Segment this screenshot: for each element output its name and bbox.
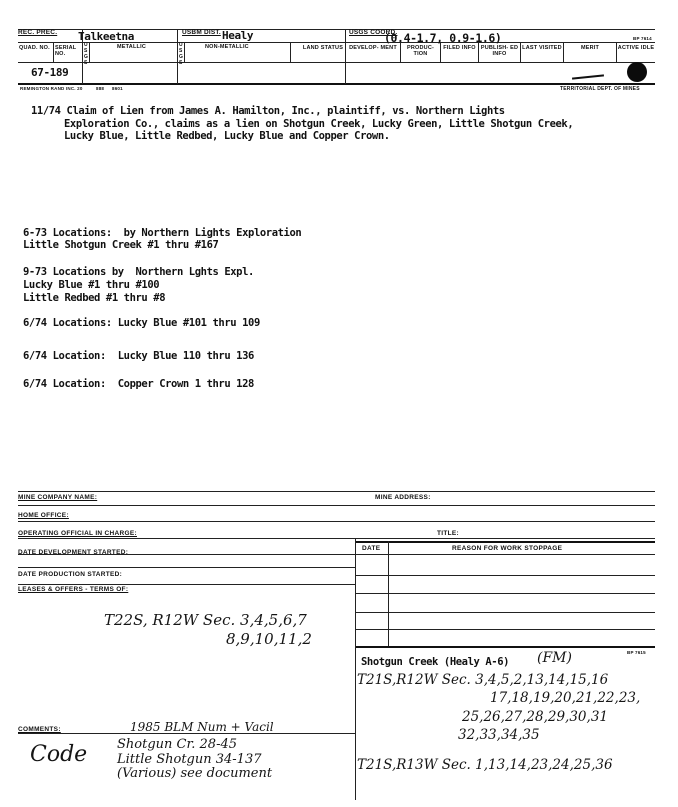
usbm-dist-value: Healy [222, 29, 254, 42]
shotgun-sections-2: 17,18,19,20,21,22,23, [490, 690, 641, 706]
usgs-coord-label: USGS COORD. [349, 29, 398, 36]
locations-6-73-line-1: 6-73 Locations: by Northern Lights Exploration [23, 227, 302, 239]
col-production: PRODUC- TION [406, 45, 435, 57]
rec-prec-label: REC. PREC. [18, 29, 58, 36]
comments-handwritten-4: (Various) see document [117, 766, 273, 781]
col-quad-no: QUAD. NO. [19, 45, 50, 51]
locations-9-73-line-2: Lucky Blue #1 thru #100 [23, 279, 160, 291]
stoppage-reason-label: REASON FOR WORK STOPPAGE [452, 545, 563, 552]
leases-handwritten-2: 8,9,10,11,2 [226, 630, 312, 648]
col-usgs-letters-2: U S G S [179, 42, 184, 66]
shotgun-sections-3: 25,26,27,28,29,30,31 [462, 709, 608, 725]
shotgun-sections-1: T21S,R12W Sec. 3,4,5,2,13,14,15,16 [357, 672, 609, 688]
col-published-info: PUBLISH- ED INFO [480, 45, 519, 57]
record-number: 67-189 [31, 66, 69, 79]
active-status-dot [627, 62, 647, 82]
shotgun-creek-typed: Shotgun Creek (Healy A-6) [361, 656, 510, 668]
shotgun-creek-tag: (FM) [537, 650, 572, 666]
mine-company-name-label: MINE COMPANY NAME: [18, 494, 98, 501]
col-metallic: METALLIC [117, 44, 146, 50]
operating-official-label: OPERATING OFFICIAL IN CHARGE: [18, 530, 137, 537]
col-land-status: LAND STATUS [302, 45, 344, 51]
locations-6-73-line-2: Little Shotgun Creek #1 thru #167 [23, 239, 219, 251]
form-number: BP 7614 [633, 36, 652, 41]
date-development-label: DATE DEVELOPMENT STARTED: [18, 549, 129, 556]
leases-offers-label: LEASES & OFFERS - TERMS OF: [18, 586, 129, 593]
printer-code-1: 888 [96, 86, 105, 91]
lien-line-1: 11/74 Claim of Lien from James A. Hamilton, Inc., plaintiff, vs. Northern Lights [31, 105, 505, 117]
comments-handwritten-3: Little Shotgun 34-137 [117, 752, 262, 767]
col-filed-info: FILED INFO [443, 45, 476, 51]
printer-line: REMINGTON RAND INC. 20 [20, 86, 83, 91]
comments-handwritten-2: Shotgun Cr. 28-45 [117, 737, 238, 752]
merit-mark [572, 74, 604, 79]
col-active-idle: ACTIVE IDLE [617, 45, 655, 51]
leases-handwritten-1: T22S, R12W Sec. 3,4,5,6,7 [104, 611, 307, 629]
locations-6-74-b: 6/74 Location: Lucky Blue 110 thru 136 [23, 350, 254, 362]
dept-line: TERRITORIAL DEPT. OF MINES [560, 86, 640, 92]
col-non-metallic: NON-METALLIC [205, 44, 249, 50]
col-last-visited: LAST VISITED [522, 45, 562, 51]
form-number-2: BP 7615 [627, 650, 646, 655]
rec-prec-value: Talkeetna [78, 30, 135, 43]
date-production-label: DATE PRODUCTION STARTED: [18, 571, 123, 578]
printer-code-2: 8601 [112, 86, 123, 91]
lien-line-3: Lucky Blue, Little Redbed, Lucky Blue and Copper Crown. [64, 130, 390, 142]
col-usgs-letters: U S G S [84, 42, 89, 66]
usgs-coord-value: (0.4-1.7, 0.9-1.6) [384, 31, 502, 45]
col-development: DEVELOP- MENT [349, 45, 397, 51]
locations-9-73-line-1: 9-73 Locations by Northern Lghts Expl. [23, 266, 254, 278]
lien-line-2: Exploration Co., claims as a lien on Shotgun Creek, Lucky Green, Little Shotgun Creek, [64, 118, 574, 130]
locations-6-74-a: 6/74 Locations: Lucky Blue #101 thru 109 [23, 317, 260, 329]
date-col-label: DATE [362, 545, 381, 552]
home-office-label: HOME OFFICE: [18, 512, 69, 519]
shotgun-sections-4: 32,33,34,35 [458, 727, 540, 743]
col-serial-no: SERIAL NO. [55, 45, 77, 57]
col-merit: MERIT [580, 45, 600, 51]
comments-handwritten-1: 1985 BLM Num + Vacil [130, 720, 274, 734]
mine-address-label: MINE ADDRESS: [375, 494, 431, 501]
shotgun-sections-5: T21S,R13W Sec. 1,13,14,23,24,25,36 [357, 757, 613, 773]
usbm-dist-label: USBM DIST. [182, 29, 221, 36]
comments-code: Code [30, 742, 88, 767]
locations-6-74-c: 6/74 Location: Copper Crown 1 thru 128 [23, 378, 254, 390]
locations-9-73-line-3: Little Redbed #1 thru #8 [23, 292, 166, 304]
comments-label: COMMENTS: [18, 726, 61, 733]
title-label: TITLE: [437, 530, 460, 537]
